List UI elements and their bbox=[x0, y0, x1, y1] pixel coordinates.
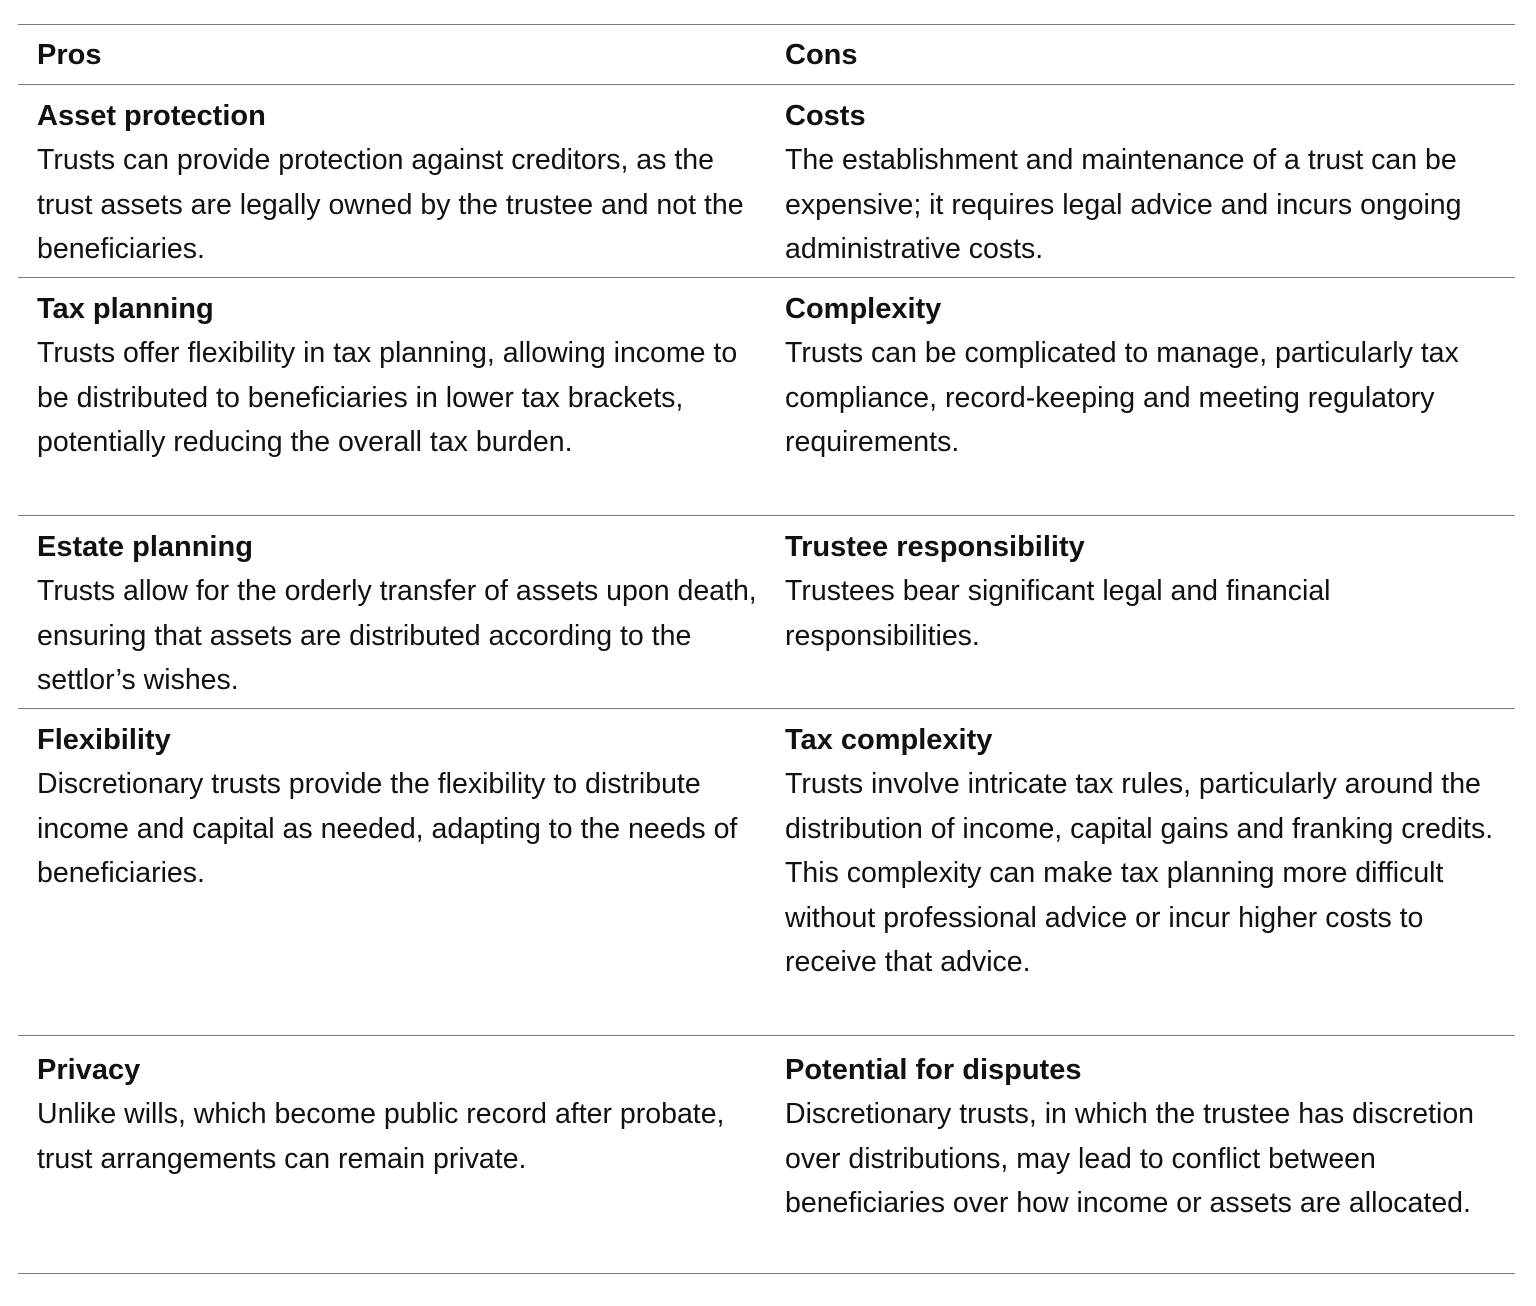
pros-cons-table bbox=[18, 24, 1515, 1274]
con-cell bbox=[766, 85, 1515, 277]
con-title: Tax complexity bbox=[785, 724, 993, 756]
con-text: Trustees bear significant legal and financial responsibilities. bbox=[785, 575, 1331, 652]
con-cell bbox=[766, 516, 1515, 708]
pro-title: Estate planning bbox=[37, 531, 253, 563]
pro-cell bbox=[18, 85, 766, 277]
pro-text: Discretionary trusts provide the flexibility to distribute income and capital as needed, adapting to the needs of beneficiaries. bbox=[37, 768, 738, 889]
pro-text: Trusts can provide protection against creditors, as the trust assets are legally owned by the trustee and not the beneficiaries. bbox=[37, 144, 744, 265]
pro-title: Flexibility bbox=[37, 724, 171, 756]
pro-text: Trusts allow for the orderly transfer of assets upon death, ensuring that assets are distributed according to the settlor’s wishes. bbox=[37, 575, 757, 696]
pro-title: Tax planning bbox=[37, 293, 214, 325]
table-row bbox=[18, 85, 1515, 278]
pro-title: Privacy bbox=[37, 1054, 141, 1086]
table-row bbox=[18, 709, 1515, 1036]
pros-header: Pros bbox=[37, 39, 102, 71]
con-title: Potential for disputes bbox=[785, 1054, 1082, 1086]
pro-text: Unlike wills, which become public record after probate, trust arrangements can remain private. bbox=[37, 1098, 725, 1175]
con-cell bbox=[766, 709, 1515, 1035]
pro-text: Trusts offer flexibility in tax planning, allowing income to be distributed to beneficiaries in lower tax brackets, potentially reducing the overall tax burden. bbox=[37, 337, 738, 458]
con-text: The establishment and maintenance of a trust can be expensive; it requires legal advice and incurs ongoing administrative costs. bbox=[785, 144, 1462, 265]
pro-cell bbox=[18, 278, 766, 515]
con-title: Costs bbox=[785, 100, 866, 132]
table-row bbox=[18, 516, 1515, 709]
con-text: Trusts involve intricate tax rules, particularly around the distribution of income, capital gains and franking credits. This complexity can make tax planning more difficult without professional advice or incur higher costs to receive that advice. bbox=[785, 768, 1494, 978]
pro-cell bbox=[18, 1036, 766, 1273]
pro-cell bbox=[18, 516, 766, 708]
table-row bbox=[18, 1036, 1515, 1274]
cons-header: Cons bbox=[785, 39, 858, 71]
pro-cell bbox=[18, 709, 766, 1035]
con-title: Complexity bbox=[785, 293, 942, 325]
con-text: Trusts can be complicated to manage, particularly tax compliance, record-keeping and meeting regulatory requirements. bbox=[785, 337, 1459, 458]
table-row bbox=[18, 278, 1515, 516]
con-title: Trustee responsibility bbox=[785, 531, 1085, 563]
con-cell bbox=[766, 278, 1515, 515]
con-text: Discretionary trusts, in which the trustee has discretion over distributions, may lead to conflict between beneficiaries over how income or assets are allocated. bbox=[785, 1098, 1475, 1219]
pro-title: Asset protection bbox=[37, 100, 266, 132]
table-header-row bbox=[18, 25, 1515, 85]
con-cell bbox=[766, 1036, 1515, 1273]
